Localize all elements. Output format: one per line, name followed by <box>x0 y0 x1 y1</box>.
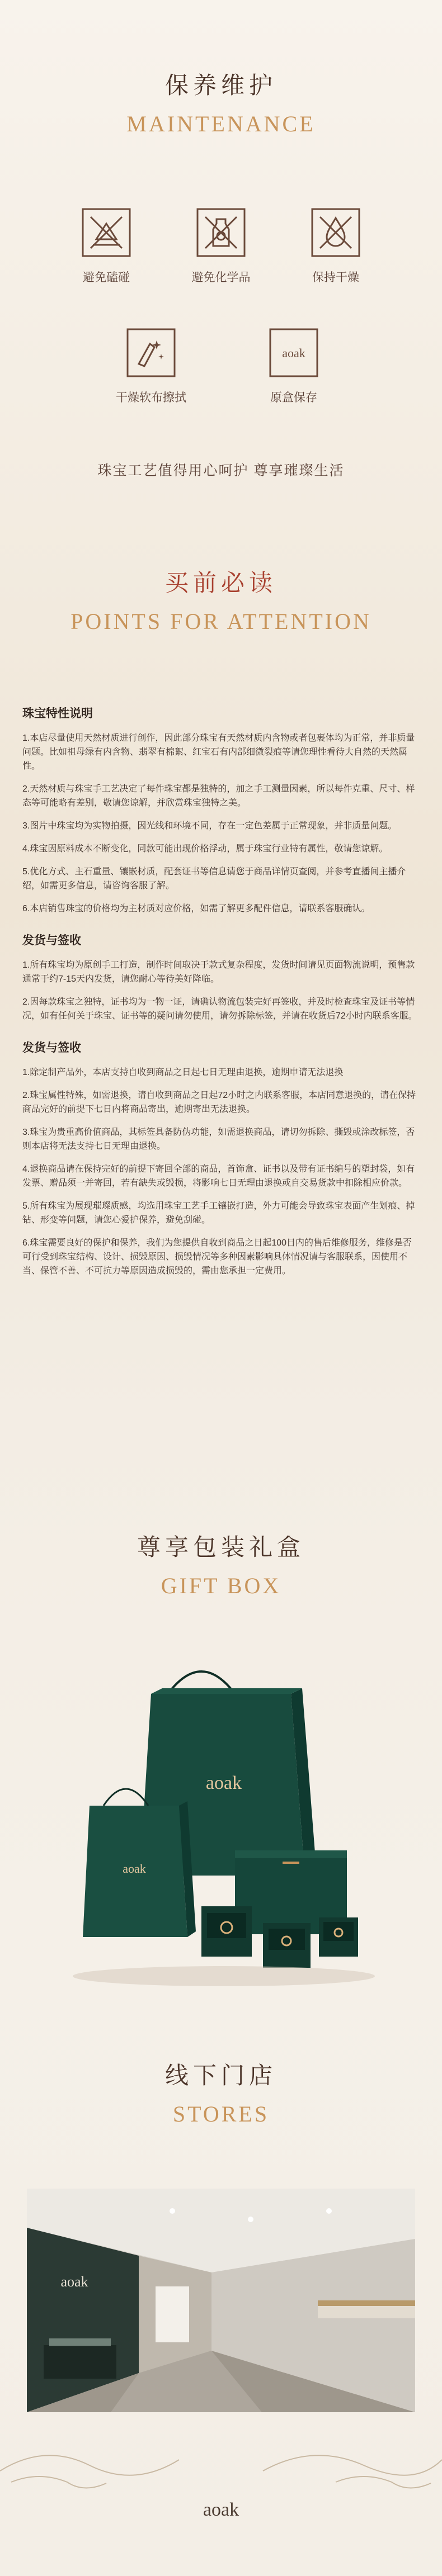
box-logo: aoak <box>282 346 305 360</box>
attention-title-cn: 买前必读 <box>164 569 277 596</box>
maintenance-title-en: MAINTENANCE <box>126 111 316 136</box>
icon-label: 避免磕碰 <box>83 271 130 284</box>
no-chemicals-icon <box>195 207 247 258</box>
icon-item-cloth <box>112 327 190 405</box>
note-paragraph: 6.珠宝需要良好的保护和保养，我们为您提供自收到商品之日起100日内的售后维修服务，维修是否可行受到珠宝结构、设计、损毁原因、损毁情况等多种因素影响具体情况请与客服联系，因使用不当、保管不善、不可抗力等原因造成损毁的，需由您承担一定费用。 <box>22 1238 412 1276</box>
icon-item-dry <box>297 207 375 285</box>
notes-heading: 珠宝特性说明 <box>22 707 93 720</box>
no-impact-icon <box>81 207 132 258</box>
notes-heading: 发货与签收 <box>22 1041 81 1054</box>
gift-box-title-cn: 尊享包装礼盒 <box>137 1533 305 1561</box>
maintenance-slogan-wrap <box>0 460 442 480</box>
maintenance-section <box>0 67 442 137</box>
footer-logo: aoak <box>203 2499 239 2520</box>
small-bag-logo: aoak <box>123 1862 146 1876</box>
icon-label: 原盒保存 <box>270 391 317 404</box>
icon-label: 避免化学品 <box>191 271 251 284</box>
attention-section-header <box>0 565 442 634</box>
cloud-pattern-right <box>263 2455 442 2475</box>
notes-heading: 发货与签收 <box>22 934 81 947</box>
stores-title-cn: 线下门店 <box>164 2062 277 2089</box>
icon-label: 保持干燥 <box>312 271 359 284</box>
note-paragraph: 1.本店尽量使用天然材质进行创作，因此部分珠宝有天然材质内含物或者包裹体均为正常，并非质量问题。比如祖母绿有内含物、翡翠有棉絮、红宝石有内部细微裂痕等请您理性看待大自然的天然属性。 <box>22 733 415 771</box>
bag-logo: aoak <box>205 1773 242 1793</box>
attention-title-en: POINTS FOR ATTENTION <box>70 609 372 634</box>
note-paragraph: 1.除定制产品外，本店支持自收到商品之日起七日无理由退换，逾期申请无法退换 <box>22 1068 344 1077</box>
icon-item-impact <box>67 207 145 285</box>
icon-label: 干燥软布擦拭 <box>116 391 186 404</box>
stores-title-en: STORES <box>172 2101 270 2127</box>
icon-item-box <box>255 327 333 405</box>
note-paragraph: 2.因每款珠宝之独特，证书均为一物一证，请确认物流包装完好再签收，并及时检查珠宝及证书等情况，如有任何关于珠宝、证书等的疑问请勿使用，请勿拆除标签，并请在收货后72小时内联系客服。 <box>22 997 417 1021</box>
attention-notes <box>22 704 420 1287</box>
gift-box-section-header <box>0 1529 442 1599</box>
note-paragraph: 1.所有珠宝均为原创手工打造，制作时间取决于款式复杂程度，发货时间请见页面物流说明，预售款通常于约7-15天内发货，请您耐心等待美好降临。 <box>22 960 415 984</box>
no-water-icon <box>310 207 361 258</box>
cloud-pattern-left <box>0 2455 179 2475</box>
gift-box-illustration <box>0 1655 442 2012</box>
note-paragraph: 2.天然材质与珠宝手工艺决定了每件珠宝都是独特的，加之手工测量因素，所以每件克重、尺寸、样态等可能略有差别，敬请您谅解，并欣赏珠宝独特之美。 <box>22 784 415 808</box>
footer <box>0 2421 442 2576</box>
note-paragraph: 2.珠宝属性特殊，如需退换，请自收到商品之日起72小时之内联系客服，本店同意退换的，请在保持商品完好的前提下七日内将商品寄出，逾期寄出无法退换。 <box>22 1091 416 1114</box>
icon-item-chemicals <box>182 207 260 285</box>
note-paragraph: 3.珠宝为贵重高价值商品，其标签具备防伪功能，如需退换商品，请切勿拆除、撕毁或涂改标签，否则本店将无法支持七日无理由退换。 <box>22 1128 415 1151</box>
note-paragraph: 4.珠宝因原料成本不断变化，同款可能出现价格浮动，属于珠宝行业特有属性，敬请您谅解。 <box>22 844 388 854</box>
note-paragraph: 3.图片中珠宝均为实物拍摄，因光线和环境不同，存在一定色差属于正常现象，并非质量问题。 <box>22 821 397 831</box>
note-paragraph: 4.退换商品请在保持完好的前提下寄回全部的商品，首饰盒、证书以及带有证书编号的塑封袋，如有发票、赠品须一并寄回，若有缺失或毁损，将影响七日无理由退换或自交易货款中扣除相应价款。 <box>22 1164 415 1188</box>
note-paragraph: 5.优化方式、主石重量、镶嵌材质，配套证书等信息请您于商品详情页查阅，并参考直播间主播介绍，如需更多信息，请咨询客服了解。 <box>22 867 406 891</box>
original-box-icon <box>268 327 319 378</box>
gift-box-title-en: GIFT BOX <box>161 1573 281 1598</box>
store-wall-logo: aoak <box>60 2274 88 2290</box>
soft-cloth-icon <box>125 327 177 378</box>
note-paragraph: 6.本店销售珠宝的价格均为主材质对应价格，如需了解更多配件信息，请联系客服确认。 <box>22 904 370 913</box>
store-photo <box>27 2189 415 2412</box>
stores-section-header <box>0 2057 442 2127</box>
note-paragraph: 5.所有珠宝为展现璀璨质感，均选用珠宝工艺手工镶嵌打造，外力可能会导致珠宝表面产生划痕、掉钻、形变等问题，请您心爱护保养，避免刮碰。 <box>22 1201 415 1225</box>
maintenance-slogan: 珠宝工艺值得用心呵护 尊享璀璨生活 <box>97 463 345 479</box>
maintenance-title-cn: 保养维护 <box>164 72 277 99</box>
